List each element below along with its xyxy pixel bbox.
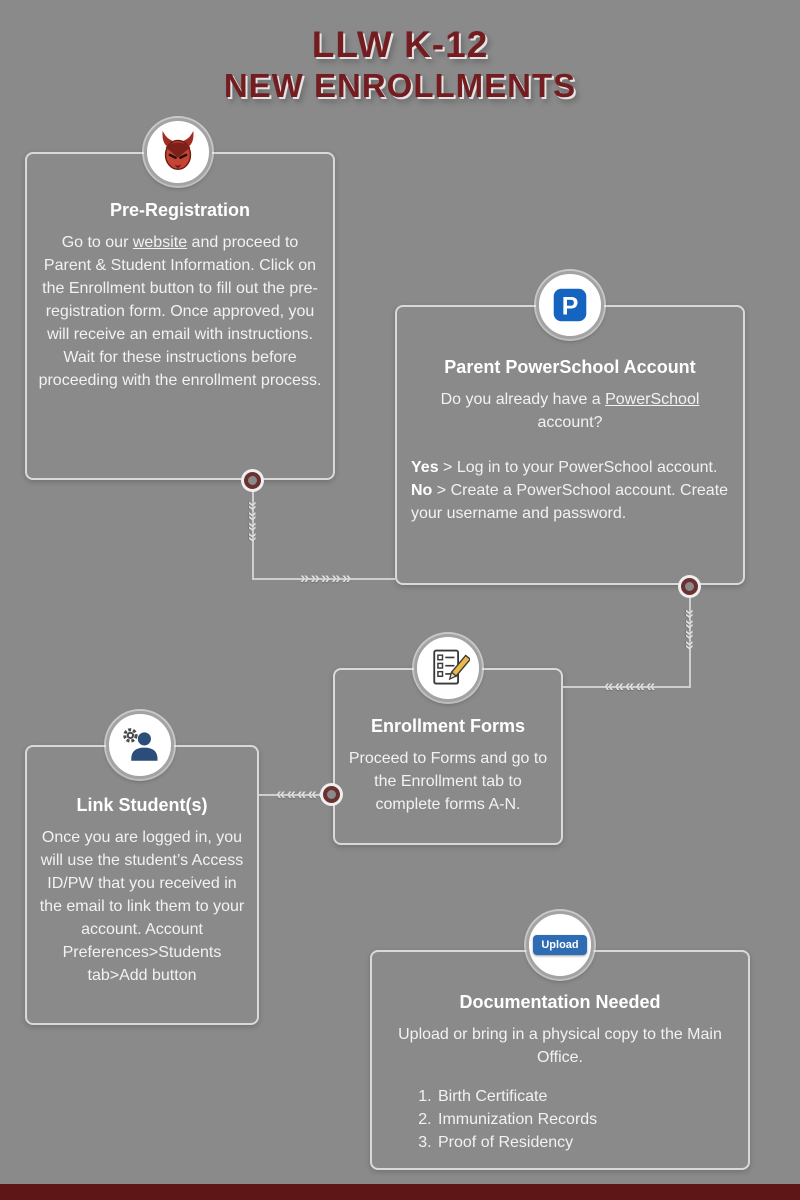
yes-line: [411, 456, 729, 479]
footer-bar: [0, 1184, 800, 1200]
card-heading: Pre-Registration: [109, 200, 251, 220]
card-body: Proceed to Forms and go to the Enrollment tab to complete forms A-N.: [348, 750, 548, 813]
yes-no-instructions: [411, 456, 729, 525]
arrow-left-icon: [604, 678, 650, 694]
card-heading: Documentation Needed: [459, 992, 661, 1012]
card-heading: Enrollment Forms: [370, 716, 526, 736]
powerschool-icon: [536, 271, 604, 339]
card-link-students: [25, 745, 259, 1025]
yes-text: > Log in to your PowerSchool account.: [438, 459, 718, 476]
enrollment-forms-icon: [414, 634, 482, 702]
body-text: Go to our: [61, 234, 133, 251]
card-heading: Link Student(s): [76, 795, 208, 815]
no-label: No: [411, 482, 433, 499]
arrow-down-icon: [682, 607, 698, 653]
doc-item-immunization-records: 2. Immunization Records: [436, 1108, 730, 1131]
arrow-right-icon: [300, 570, 346, 586]
clipboard-pencil-graphic: [426, 646, 470, 690]
yes-label: Yes: [411, 459, 439, 476]
card-documentation-needed: [370, 950, 750, 1170]
card-body: Upload or bring in a physical copy to the Main Office.: [398, 1026, 722, 1066]
body-text: Do you already have a: [440, 391, 606, 408]
card-pre-registration: [25, 152, 335, 480]
title-line-2: NEW ENROLLMENTS: [223, 66, 577, 104]
card-body: [411, 388, 729, 434]
devil-mascot-graphic: [155, 129, 201, 175]
doc-item-birth-certificate: 1. Birth Certificate: [436, 1085, 730, 1108]
title-line-1: LLW K-12: [311, 24, 489, 65]
card-powerschool-account: [395, 305, 745, 585]
arrow-left-icon: [276, 786, 322, 802]
upload-icon: [526, 911, 594, 979]
upload-button[interactable]: Upload: [533, 935, 586, 955]
doc-item-proof-of-residency: 3. Proof of Residency: [436, 1131, 730, 1154]
powerschool-logo-graphic: [547, 282, 593, 328]
card-body: [37, 231, 323, 392]
card-heading: Parent PowerSchool Account: [444, 357, 696, 377]
website-link[interactable]: website: [132, 234, 188, 251]
no-text: > Create a PowerSchool account. Create your username and password.: [411, 482, 729, 522]
connector-node: [323, 786, 340, 803]
body-text: and proceed to Parent & Student Information. Click on the Enrollment button to fill out the pre-registration form. Once approved, you will receive an email with instructions. Wait for these instructions before proceeding with the enrollment process.: [38, 234, 322, 389]
no-line: [411, 479, 729, 525]
page-title: [0, 24, 800, 104]
documentation-list: [390, 1085, 730, 1154]
link-student-icon: [106, 711, 174, 779]
connector-node: [681, 578, 698, 595]
connector-node: [244, 472, 261, 489]
powerschool-link[interactable]: PowerSchool: [605, 391, 700, 408]
arrow-down-icon: [245, 499, 261, 545]
powerschool-letter: P: [561, 292, 579, 321]
card-body: Once you are logged in, you will use the student’s Access ID/PW that you received in the email to link them to your account. Account Preferences>Students tab>Add button: [39, 829, 245, 984]
person-gear-graphic: [119, 724, 161, 766]
body-text: account?: [537, 414, 603, 431]
devil-mascot-icon: [144, 118, 212, 186]
